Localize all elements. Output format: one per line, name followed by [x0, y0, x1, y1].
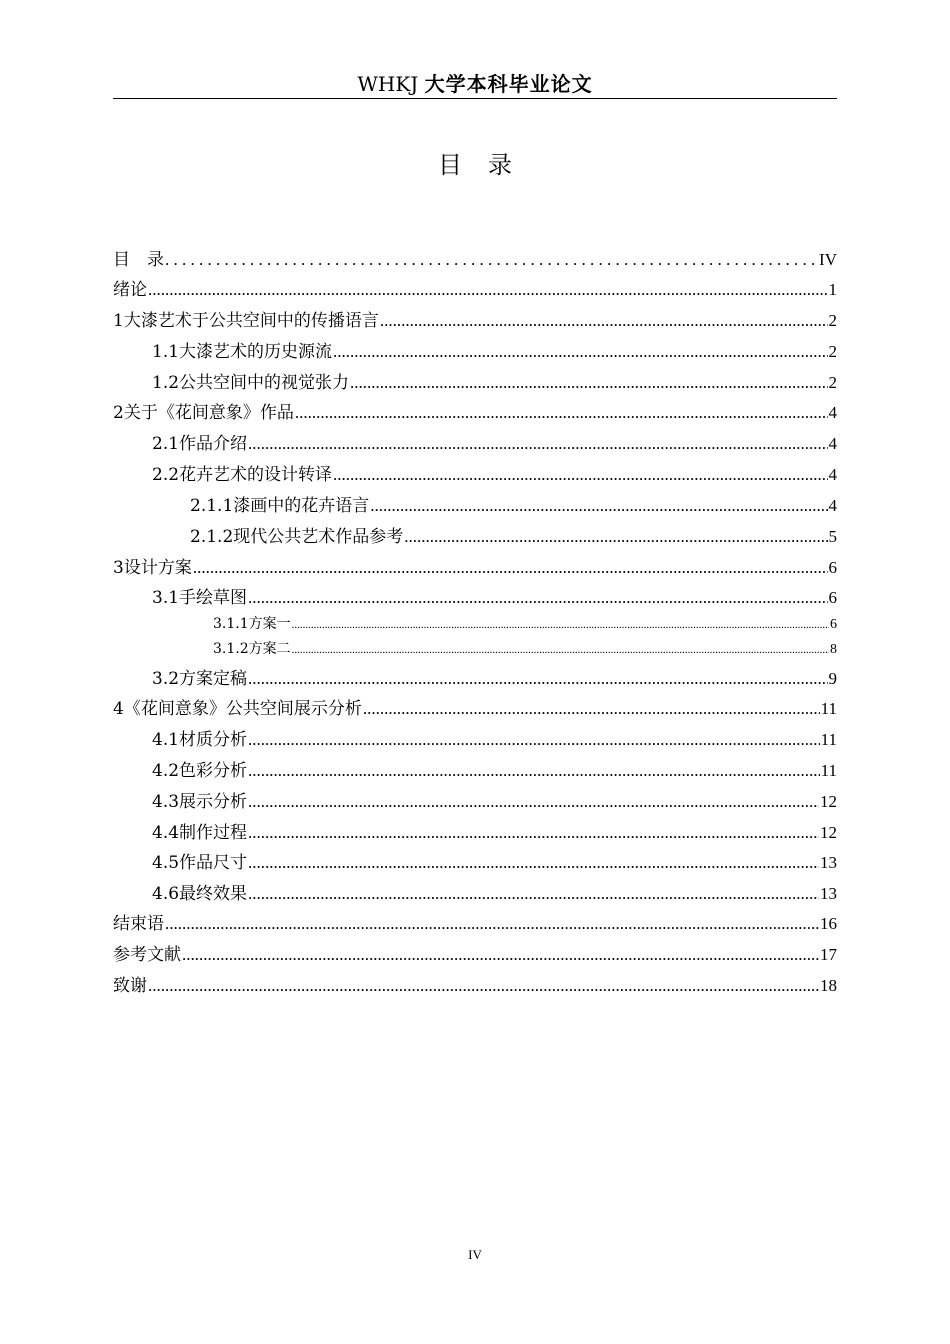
- toc-entry-page: 8: [830, 642, 837, 657]
- toc-leader-dots: [380, 311, 828, 331]
- toc-entry[interactable]: [113, 275, 837, 300]
- toc-entry-label: 最终效果: [179, 884, 248, 904]
- toc-leader-dots: [248, 588, 827, 608]
- toc-entry[interactable]: [152, 725, 837, 750]
- toc-entry-number: 2: [113, 403, 124, 423]
- toc-entry-label: 关于《花间意象》作品: [123, 403, 294, 423]
- toc-leader-dots: [248, 823, 819, 843]
- toc-entry-page: 5: [828, 527, 837, 546]
- toc-entry-number: 4.6: [152, 884, 180, 904]
- toc-entry-page: 6: [828, 588, 837, 607]
- toc-entry[interactable]: [152, 879, 837, 904]
- toc-entry-number: 3.1.1: [213, 616, 249, 632]
- toc-entry-label: 《花间意象》公共空间展示分析: [123, 699, 362, 719]
- toc-entry-page: 4: [828, 465, 837, 484]
- toc-entry-page: 4: [828, 403, 837, 422]
- toc-entry-label: 材质分析: [179, 730, 248, 750]
- toc-leader-dots: [165, 914, 819, 934]
- toc-leader-dots: [248, 730, 820, 750]
- toc-leader-dots: [295, 403, 828, 423]
- toc-entry-label: 致谢: [113, 976, 147, 996]
- toc-entry-label: 设计方案: [123, 558, 192, 578]
- header-latin: WHKJ: [357, 72, 419, 96]
- toc-entry[interactable]: [113, 940, 837, 965]
- toc-entry-number: 2.1.2: [190, 527, 234, 547]
- toc-leader-dots: [333, 465, 827, 485]
- toc-leader-dots: [165, 250, 818, 270]
- toc-entry-label: 制作过程: [179, 823, 248, 843]
- toc-entry-label: 绪论: [113, 280, 147, 300]
- toc-leader-dots: [350, 373, 827, 393]
- toc-entry-label: 结束语: [113, 914, 164, 934]
- toc-entry-number: 4.4: [152, 823, 180, 843]
- toc-entry-page: 16: [820, 914, 837, 933]
- toc-entry-number: 4.2: [152, 761, 180, 781]
- toc-entry[interactable]: [152, 756, 837, 781]
- toc-entry-page: 11: [820, 761, 837, 780]
- toc-entry-label: 展示分析: [179, 792, 248, 812]
- toc-leader-dots: [363, 699, 820, 719]
- toc-entry[interactable]: [213, 613, 837, 633]
- toc-entry-label: 大漆艺术的历史源流: [179, 342, 333, 362]
- toc-entry[interactable]: [213, 638, 837, 658]
- toc-entry[interactable]: [152, 848, 837, 873]
- toc-entry-label: 公共空间中的视觉张力: [179, 373, 350, 393]
- toc-entry[interactable]: [113, 553, 837, 578]
- toc-entry-label: 方案定稿: [179, 669, 248, 689]
- toc-entry-number: 3.1: [152, 588, 180, 608]
- toc-leader-dots: [182, 945, 819, 965]
- toc-entry-page: 2: [828, 311, 837, 330]
- toc-entry-page: 11: [820, 699, 837, 718]
- toc-entry-number: 4.3: [152, 792, 180, 812]
- header-rule: [113, 98, 837, 99]
- toc-leader-dots: [370, 496, 827, 516]
- toc-entry[interactable]: [113, 245, 837, 270]
- toc-leader-dots: [148, 280, 828, 300]
- toc-entry-number: 4: [113, 699, 124, 719]
- toc-entry[interactable]: [152, 583, 837, 608]
- toc-entry-number: 3.2: [152, 669, 180, 689]
- page-number: IV: [468, 1247, 482, 1262]
- toc-entry-page: 12: [820, 792, 837, 811]
- toc-entry-number: 4.1: [152, 730, 180, 750]
- toc-entry-page: 9: [828, 669, 837, 688]
- toc-entry[interactable]: [190, 491, 837, 516]
- toc-leader-dots: [248, 884, 819, 904]
- toc-entry-label: 色彩分析: [179, 761, 248, 781]
- toc-leader-dots: [193, 558, 828, 578]
- toc-entry-page: 4: [828, 496, 837, 515]
- toc-entry-label: 方案一: [248, 616, 291, 632]
- toc-entry[interactable]: [113, 694, 837, 719]
- toc-leader-dots: [248, 669, 827, 689]
- toc-entry-page: 13: [820, 853, 837, 872]
- toc-entry-number: 3.1.2: [213, 641, 249, 657]
- toc-entry-label: 大漆艺术于公共空间中的传播语言: [123, 311, 379, 331]
- toc-entry-number: 2.1: [152, 434, 180, 454]
- toc-leader-dots: [248, 434, 827, 454]
- toc-entry-label: 花卉艺术的设计转译: [179, 465, 333, 485]
- toc-entry[interactable]: [152, 460, 837, 485]
- toc-entry[interactable]: [152, 337, 837, 362]
- toc-entry-number: 2.1.1: [190, 496, 234, 516]
- toc-entry[interactable]: [113, 971, 837, 996]
- toc-entry-page: 18: [820, 976, 837, 995]
- toc-entry-label: 作品尺寸: [179, 853, 248, 873]
- toc-entry-page: 17: [820, 945, 837, 964]
- toc-entry-page: IV: [819, 250, 837, 269]
- toc-entry-page: 4: [828, 434, 837, 453]
- toc-entry[interactable]: [113, 306, 837, 331]
- page-header: [113, 70, 837, 98]
- toc-entry[interactable]: [152, 818, 837, 843]
- toc-leader-dots: [248, 792, 819, 812]
- toc-entry-page: 12: [820, 823, 837, 842]
- toc-entry[interactable]: [152, 368, 837, 393]
- toc-leader-dots: [248, 853, 819, 873]
- toc-entry-page: 11: [820, 730, 837, 749]
- toc-entry-page: 6: [828, 558, 837, 577]
- toc-leader-dots: [292, 641, 829, 657]
- toc-entry[interactable]: [152, 429, 837, 454]
- toc-entry-page: 13: [820, 884, 837, 903]
- toc-entry-page: 2: [828, 373, 837, 392]
- toc-entry[interactable]: [152, 787, 837, 812]
- toc-entry[interactable]: [113, 398, 837, 423]
- toc-leader-dots: [333, 342, 827, 362]
- toc-leader-dots: [292, 616, 829, 632]
- toc-entry-page: 6: [830, 617, 837, 632]
- toc-leader-dots: [248, 761, 820, 781]
- toc-entry-label: 手绘草图: [179, 588, 248, 608]
- toc-entry-label: 目 录: [113, 250, 164, 270]
- toc-entry-label: 参考文献: [113, 945, 181, 965]
- toc-entry-number: 1: [113, 311, 124, 331]
- header-chinese: 大学本科毕业论文: [424, 72, 593, 96]
- toc-leader-dots: [404, 527, 827, 547]
- toc-entry-number: 3: [113, 558, 124, 578]
- toc-entry[interactable]: [152, 664, 837, 689]
- toc-entry-number: 1.2: [152, 373, 180, 393]
- toc-entry-page: 1: [828, 280, 837, 299]
- toc-entry-page: 2: [828, 342, 837, 361]
- toc-entry-label: 作品介绍: [179, 434, 248, 454]
- toc-entry-label: 现代公共艺术作品参考: [233, 527, 404, 547]
- toc-entry-label: 漆画中的花卉语言: [233, 496, 370, 516]
- toc-entry-label: 方案二: [248, 641, 291, 657]
- toc-leader-dots: [148, 976, 819, 996]
- toc-entry-number: 4.5: [152, 853, 180, 873]
- toc-entry[interactable]: [113, 909, 837, 934]
- page-title: 目录: [438, 151, 538, 179]
- toc-entry-number: 1.1: [152, 342, 180, 362]
- toc-entry-number: 2.2: [152, 465, 180, 485]
- toc-entry[interactable]: [190, 522, 837, 547]
